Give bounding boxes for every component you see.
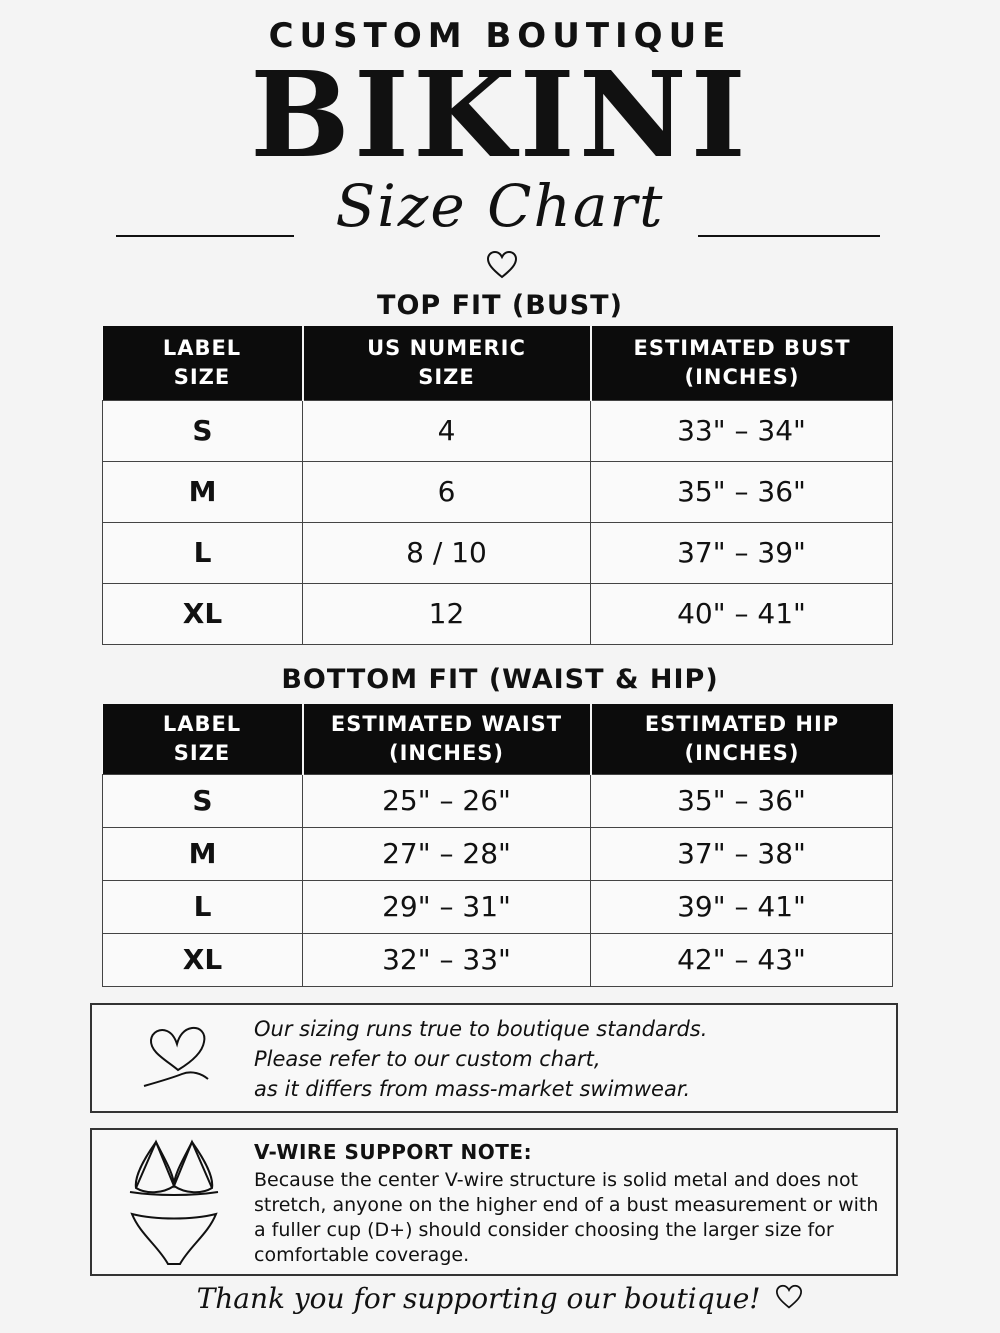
size-label: L <box>103 880 303 933</box>
table-cell: 40" – 41" <box>591 583 893 644</box>
size-label: M <box>103 461 303 522</box>
table-cell: 35" – 36" <box>591 461 893 522</box>
column-header: LABEL SIZE <box>103 704 303 774</box>
table-row <box>103 461 893 522</box>
size-label: S <box>103 400 303 461</box>
column-header: ESTIMATED BUST (INCHES) <box>591 326 893 400</box>
size-label: XL <box>103 933 303 986</box>
heart-icon <box>775 1284 803 1317</box>
table-cell: 37" – 39" <box>591 522 893 583</box>
size-label: L <box>103 522 303 583</box>
table-cell: 42" – 43" <box>591 933 893 986</box>
table-cell: 27" – 28" <box>303 827 591 880</box>
divider-right <box>698 235 880 237</box>
column-header: US NUMERIC SIZE <box>303 326 591 400</box>
table-cell: 12 <box>303 583 591 644</box>
top-fit-table <box>102 326 893 645</box>
table-row <box>103 880 893 933</box>
table-row <box>103 522 893 583</box>
bottom-fit-title: BOTTOM FIT (WAIST & HIP) <box>281 664 719 695</box>
table-cell: 8 / 10 <box>303 522 591 583</box>
heart-scribble-icon <box>138 1022 218 1096</box>
page-title: BIKINI <box>250 45 750 184</box>
sizing-note-line: Please refer to our custom chart, <box>254 1047 601 1071</box>
sizing-note-text <box>254 1014 707 1104</box>
footer-thanks <box>0 1282 1000 1317</box>
table-row <box>103 400 893 461</box>
column-header: LABEL SIZE <box>103 326 303 400</box>
top-fit-title: TOP FIT (BUST) <box>377 290 623 321</box>
table-cell: 29" – 31" <box>303 880 591 933</box>
brand-subtitle: CUSTOM BOUTIQUE <box>268 16 732 56</box>
sizing-note-line: Our sizing runs true to boutique standards. <box>254 1017 708 1041</box>
bikini-icon <box>126 1134 222 1274</box>
table-row <box>103 774 893 827</box>
vwire-note-title: V-WIRE SUPPORT NOTE: <box>254 1140 533 1164</box>
table-cell: 33" – 34" <box>591 400 893 461</box>
table-cell: 39" – 41" <box>591 880 893 933</box>
size-label: M <box>103 827 303 880</box>
table-cell: 6 <box>303 461 591 522</box>
column-header: ESTIMATED WAIST (INCHES) <box>303 704 591 774</box>
size-label: S <box>103 774 303 827</box>
vwire-note-body: Because the center V-wire structure is solid metal and does not stretch, anyone on the higher end of a bust measurement or with a fuller cup (D+) should consider choosing the larger size for comfortable coverage. <box>254 1169 879 1266</box>
script-subtitle: Size Chart <box>335 172 665 240</box>
bottom-fit-table <box>102 704 893 987</box>
table-cell: 35" – 36" <box>591 774 893 827</box>
footer-text: Thank you for supporting our boutique! <box>196 1282 761 1315</box>
column-header: ESTIMATED HIP (INCHES) <box>591 704 893 774</box>
table-row <box>103 583 893 644</box>
table-cell: 32" – 33" <box>303 933 591 986</box>
table-row <box>103 933 893 986</box>
table-row <box>103 827 893 880</box>
size-label: XL <box>103 583 303 644</box>
table-cell: 37" – 38" <box>591 827 893 880</box>
heart-icon <box>486 250 518 284</box>
table-cell: 4 <box>303 400 591 461</box>
table-cell: 25" – 26" <box>303 774 591 827</box>
sizing-note-line: as it differs from mass-market swimwear. <box>254 1077 691 1101</box>
